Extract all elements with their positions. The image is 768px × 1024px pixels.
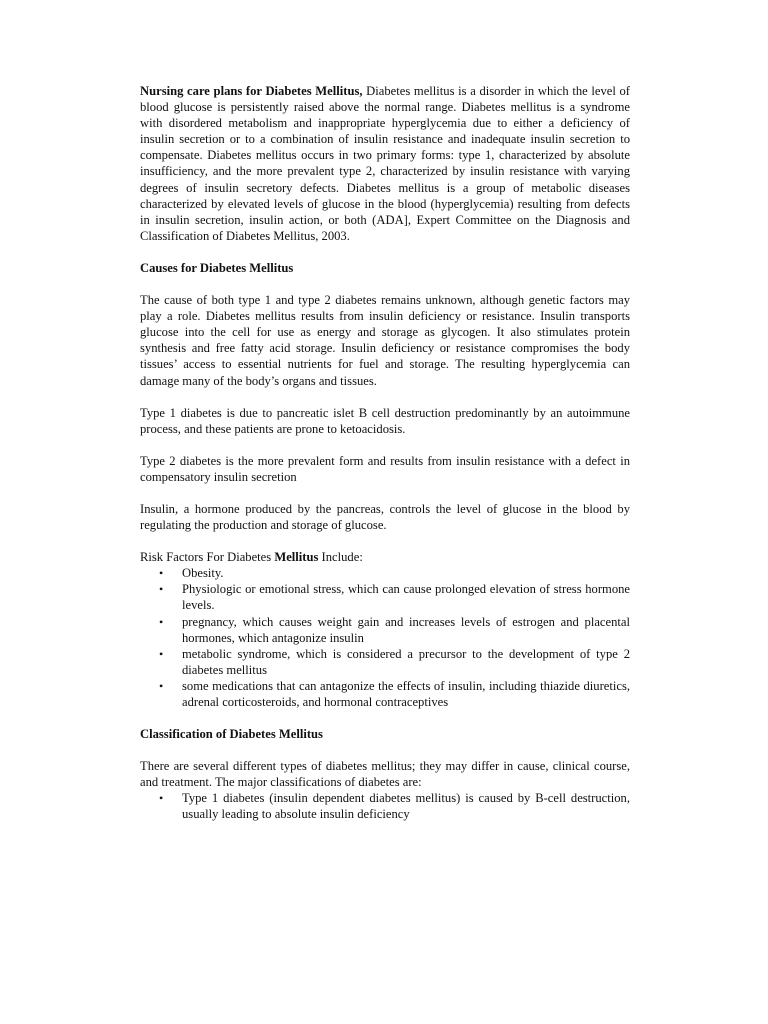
causes-heading: Causes for Diabetes Mellitus — [140, 260, 294, 275]
bullet-icon: • — [159, 566, 164, 581]
causes-paragraph-1: The cause of both type 1 and type 2 diabetes remains unknown, although genetic factors may play a role. Diabetes mellitus results from insulin deficiency or resistance. Insulin transports glucose into the cell for use as energy and storage as glycogen. It also stimulates protein synthesis and free fatty acid storage. Insulin deficiency or resistance compromises the body tissues’ access to essential nutrients for fuel and storage. The resulting hyperglycemia can damage many of the body’s organs and tissues. — [140, 293, 630, 388]
bullet-icon: • — [159, 582, 164, 597]
list-item: • Type 1 diabetes (insulin dependent diabetes mellitus) is caused by B-cell destruction, usually leading to absolute insulin deficiency — [159, 791, 630, 822]
classification-heading: Classification of Diabetes Mellitus — [140, 727, 323, 742]
risk-intro-tail: Include: — [318, 550, 363, 565]
risk-intro-text: Risk Factors For Diabetes — [140, 550, 275, 565]
list-item: • Obesity. — [159, 566, 224, 581]
list-item: • metabolic syndrome, which is considered a precursor to the development of type 2 diabetes mellitus — [159, 646, 630, 677]
bullet-icon: • — [159, 791, 164, 806]
classification-list — [140, 790, 630, 822]
causes-paragraph-4: Insulin, a hormone produced by the pancreas, controls the level of glucose in the blood by regulating the production and storage of glucose. — [140, 501, 630, 533]
intro-lead: Nursing care plans for Diabetes Mellitus, — [140, 84, 363, 98]
bullet-icon: • — [159, 614, 164, 629]
bullet-icon: • — [159, 646, 164, 661]
risk-factors-intro — [140, 549, 630, 565]
causes-paragraph-2: Type 1 diabetes is due to pancreatic islet B cell destruction predominantly by an autoimmune process, and these patients are prone to ketoacidosis. — [140, 405, 630, 436]
list-item: • some medications that can antagonize the effects of insulin, including thiazide diuretics, adrenal corticosteroids, and hormonal contraceptives — [159, 678, 630, 709]
list-item: • Physiologic or emotional stress, which can cause prolonged elevation of stress hormone levels. — [159, 582, 630, 613]
risk-intro-bold: Mellitus — [274, 550, 319, 565]
intro-paragraph — [140, 83, 630, 244]
list-item: • pregnancy, which causes weight gain and increases levels of estrogen and placental hormones, which antagonize insulin — [159, 614, 630, 645]
risk-factors-list — [140, 565, 630, 710]
intro-body: Diabetes mellitus is a disorder in which the level of blood glucose is persistently raised above the normal range. Diabetes mellitus is a syndrome with disordered metabolism and inappropriate hyperglycemia due to either a deficiency of insulin secretion or to a combination of insulin resistance and inadequate insulin secretion to compensate. Diabetes mellitus occurs in two primary forms: type 1, characterized by absolute insufficiency, and the more prevalent type 2, characterized by insulin resistance with varying degrees of insulin secretory defects. Diabetes mellitus is a group of metabolic diseases characterized by elevated levels of glucose in the blood (hyperglycemia) resulting from defects in insulin secretion, insulin action, or both (ADA], Expert Committee on the Diagnosis and Classification of Diabetes Mellitus, 2003. — [140, 84, 630, 243]
classification-paragraph: There are several different types of diabetes mellitus; they may differ in cause, clinical course, and treatment. The major classifications of diabetes are: — [140, 759, 630, 790]
causes-paragraph-3: Type 2 diabetes is the more prevalent form and results from insulin resistance with a defect in compensatory insulin secretion — [140, 453, 630, 484]
bullet-icon: • — [159, 678, 164, 693]
